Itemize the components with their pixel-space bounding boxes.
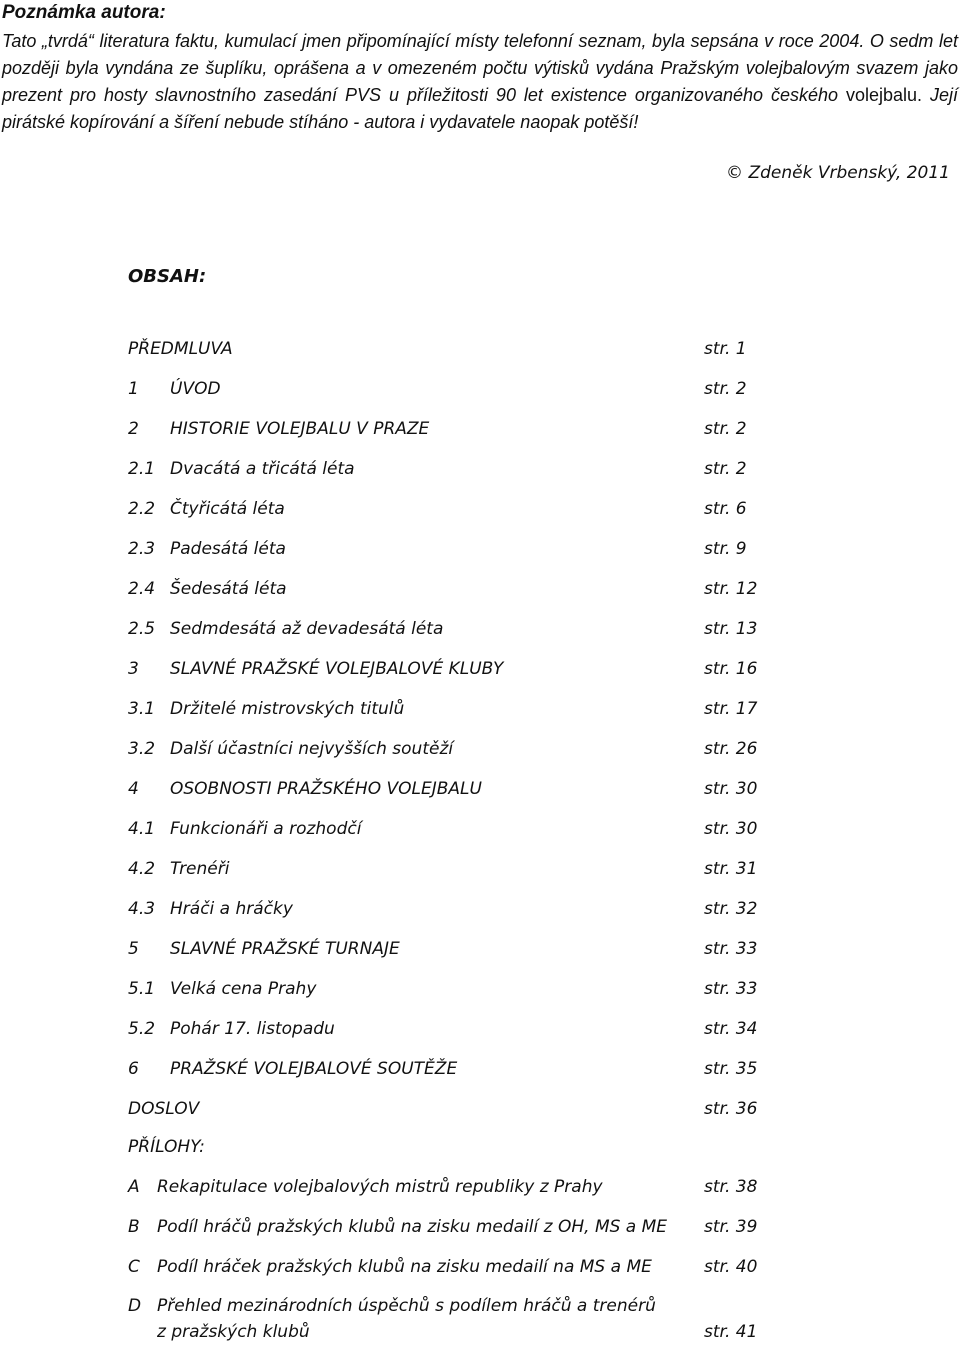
toc-entry-page: str. 17 [704, 699, 758, 719]
author-note-volejbal-word: volejbalu. [845, 85, 923, 105]
appendix-letter: C [128, 1257, 140, 1277]
toc-entry-title: OSOBNOSTI PRAŽSKÉHO VOLEJBALU [170, 779, 482, 799]
toc-heading: OBSAH: [128, 266, 207, 287]
toc-entry-title: Trenéři [170, 859, 230, 879]
toc-entry-number: 2 [128, 419, 139, 439]
toc-entry-number: 5.2 [128, 1019, 156, 1039]
toc-row[interactable] [128, 416, 768, 442]
toc-row[interactable] [128, 336, 768, 362]
appendix-title: Rekapitulace volejbalových mistrů republiky z Prahy [157, 1177, 603, 1197]
toc-entry-page: str. 2 [704, 459, 747, 479]
toc-entry-title: Funkcionáři a rozhodčí [170, 819, 362, 839]
appendix-title-continuation: z pražských klubů [157, 1322, 310, 1342]
toc-entry-number: 3.2 [128, 739, 156, 759]
toc-entry-title: SLAVNÉ PRAŽSKÉ VOLEJBALOVÉ KLUBY [170, 659, 504, 679]
toc-entry-page: str. 33 [704, 939, 758, 959]
toc-entry-title: SLAVNÉ PRAŽSKÉ TURNAJE [170, 939, 400, 959]
toc-row[interactable] [128, 976, 768, 1002]
author-note-intro: Tato „tvrdá“ literatura faktu, kumulací jmen připomínající místy telefonní seznam, byla sepsána v roce 2004. O sedm let později byla vyndána ze šuplíku, oprášena a v omezeném počtu výtisků vydána Pražským volejbalovým svazem jako prezent pro hosty slavnostního zasedání PVS u příležitosti 90 let existence organizovaného českého [2, 31, 958, 105]
toc-entry-page: str. 32 [704, 899, 758, 919]
toc-entry-page: str. 9 [704, 539, 747, 559]
toc-entry-number: 3.1 [128, 699, 156, 719]
toc-entry-number: 6 [128, 1059, 139, 1079]
toc-entry-title: Další účastníci nejvyšších soutěží [170, 739, 454, 759]
toc-entry-title: Padesátá léta [170, 539, 286, 559]
toc-entry-title: HISTORIE VOLEJBALU V PRAZE [170, 419, 430, 439]
appendix-row[interactable] [128, 1214, 768, 1240]
toc-entry-title: Čtyřicátá léta [170, 499, 285, 519]
toc-entry-number: 4 [128, 779, 139, 799]
toc-entry-number: 3 [128, 659, 139, 679]
appendix-page: str. 40 [704, 1257, 758, 1277]
author-note-text [2, 28, 958, 136]
author-note-outro: Její pirátské kopírování a šíření nebude stíháno - autora i vydavatele naopak potěší! [2, 85, 959, 132]
copyright-line: © Zdeněk Vrbenský, 2011 [726, 163, 950, 183]
author-note-heading: Poznámka autora: [2, 2, 166, 23]
toc-entry-page: str. 30 [704, 779, 758, 799]
toc-row[interactable] [128, 616, 768, 642]
toc-entry-number: 2.3 [128, 539, 156, 559]
toc-entry-number: 2.5 [128, 619, 156, 639]
toc-row[interactable] [128, 536, 768, 562]
toc-row[interactable] [128, 856, 768, 882]
toc-entry-title: Velká cena Prahy [170, 979, 317, 999]
appendix-row[interactable] [128, 1293, 768, 1345]
toc-entry-number: 2.4 [128, 579, 156, 599]
appendix-title: Podíl hráčů pražských klubů na zisku medailí z OH, MS a ME [157, 1217, 668, 1237]
toc-entry-page: str. 31 [704, 859, 758, 879]
toc-row[interactable] [128, 376, 768, 402]
toc-entry-title: Sedmdesátá až devadesátá léta [170, 619, 444, 639]
appendix-heading-label: PŘÍLOHY: [128, 1137, 205, 1157]
toc-entry-number: 4.1 [128, 819, 156, 839]
toc-entry-number: 2.1 [128, 459, 156, 479]
toc-entry-title: ÚVOD [170, 379, 221, 399]
toc-entry-title: Držitelé mistrovských titulů [170, 699, 405, 719]
toc-row[interactable] [128, 696, 768, 722]
toc-row[interactable] [128, 896, 768, 922]
toc-row[interactable] [128, 496, 768, 522]
toc-row[interactable] [128, 456, 768, 482]
toc-entry-number: 5 [128, 939, 139, 959]
toc-entry-number: 2.2 [128, 499, 156, 519]
toc-entry-title: PŘEDMLUVA [128, 339, 233, 359]
toc-entry-page: str. 36 [704, 1099, 758, 1119]
toc-entry-title: Šedesátá léta [170, 579, 287, 599]
toc-row[interactable] [128, 776, 768, 802]
appendix-page: str. 38 [704, 1177, 758, 1197]
toc-row[interactable] [128, 1056, 768, 1082]
appendix-title: Přehled mezinárodních úspěchů s podílem hráčů a trenérů [157, 1296, 656, 1316]
toc-entry-page: str. 35 [704, 1059, 758, 1079]
toc-entry-number: 5.1 [128, 979, 156, 999]
toc-entry-title: Dvacátá a třicátá léta [170, 459, 355, 479]
appendix-row[interactable] [128, 1254, 768, 1280]
toc-row[interactable] [128, 1016, 768, 1042]
toc-entry-number: 4.2 [128, 859, 156, 879]
appendix-letter: B [128, 1217, 140, 1237]
appendix-page: str. 41 [704, 1322, 758, 1342]
toc-entry-page: str. 6 [704, 499, 747, 519]
toc-entry-page: str. 30 [704, 819, 758, 839]
toc-row[interactable] [128, 656, 768, 682]
appendix-heading [128, 1134, 768, 1160]
toc-entry-title: Hráči a hráčky [170, 899, 293, 919]
toc-entry-title: PRAŽSKÉ VOLEJBALOVÉ SOUTĚŽE [170, 1059, 458, 1079]
toc-entry-page: str. 12 [704, 579, 758, 599]
toc-entry-title: DOSLOV [128, 1099, 200, 1119]
appendix-title: Podíl hráček pražských klubů na zisku medailí na MS a ME [157, 1257, 652, 1277]
toc-row[interactable] [128, 736, 768, 762]
toc-entry-page: str. 26 [704, 739, 758, 759]
toc-entry-page: str. 34 [704, 1019, 758, 1039]
appendix-letter: A [128, 1177, 140, 1197]
toc-entry-number: 1 [128, 379, 139, 399]
toc-row[interactable] [128, 1096, 768, 1122]
toc-entry-number: 4.3 [128, 899, 156, 919]
toc-entry-page: str. 33 [704, 979, 758, 999]
toc-row[interactable] [128, 576, 768, 602]
toc-entry-page: str. 13 [704, 619, 758, 639]
toc-entry-page: str. 1 [704, 339, 747, 359]
toc-entry-page: str. 2 [704, 379, 747, 399]
toc-entry-title: Pohár 17. listopadu [170, 1019, 335, 1039]
toc-entry-page: str. 16 [704, 659, 758, 679]
appendix-letter: D [128, 1296, 142, 1316]
appendix-page: str. 39 [704, 1217, 758, 1237]
appendix-row[interactable] [128, 1174, 768, 1200]
toc-row[interactable] [128, 816, 768, 842]
toc-entry-page: str. 2 [704, 419, 747, 439]
toc-row[interactable] [128, 936, 768, 962]
